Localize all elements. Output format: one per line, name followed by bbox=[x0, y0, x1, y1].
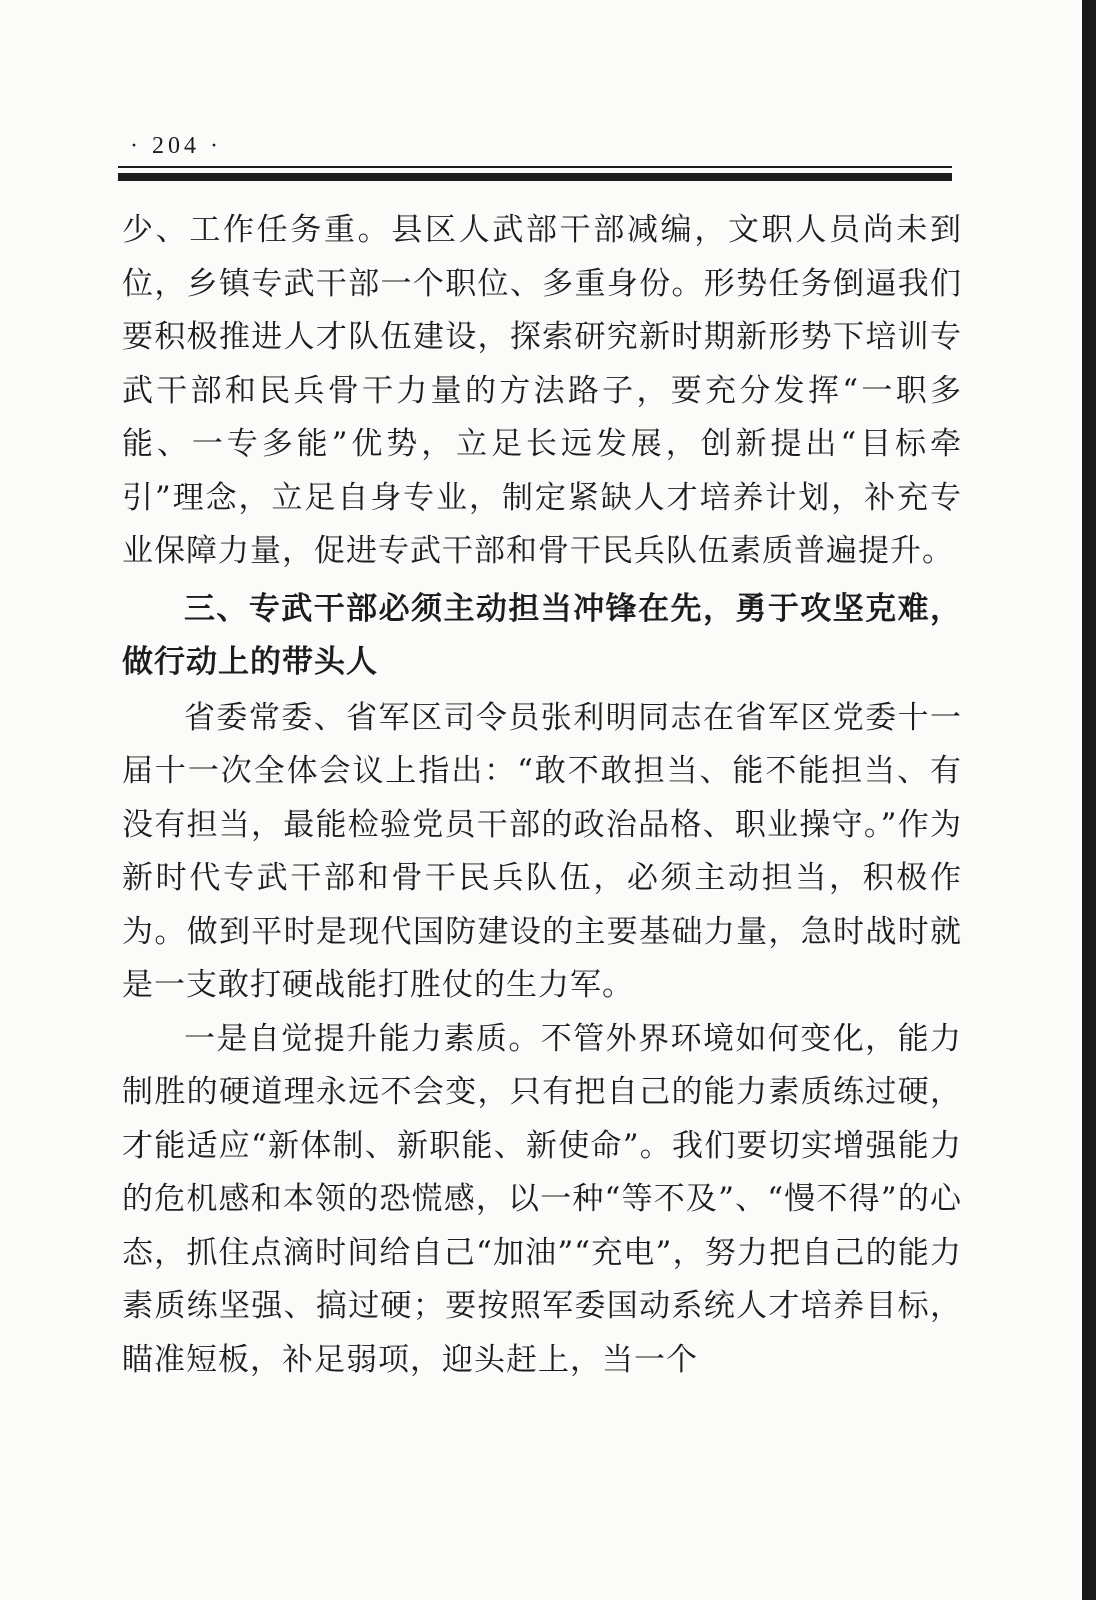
section-heading: 三、专武干部必须主动担当冲锋在先，勇于攻坚克难，做行动上的带头人 bbox=[122, 590, 962, 680]
header-rule-thin bbox=[118, 166, 952, 168]
page-number: · 204 · bbox=[130, 133, 222, 159]
scan-border bbox=[1082, 0, 1096, 1600]
header-rule-thick bbox=[118, 173, 952, 181]
paragraph: 一是自觉提升能力素质。不管外界环境如何变化，能力制胜的硬道理永远不会变，只有把自己的能力素质练过硬，才能适应“新体制、新职能、新使命”。我们要切实增强能力的危机感和本领的恐慌感，以一种“等不及”、“慢不得”的心态，抓住点滴时间给自己“加油”“充电”，努力把自己的能力素质练坚强、搞过硬；要按照军委国动系统人才培养目标，瞄准短板，补足弱项，迎头赶上，当一个 bbox=[122, 1020, 962, 1378]
body-text bbox=[122, 204, 962, 1387]
paragraph: 省委常委、省军区司令员张利明同志在省军区党委十一届十一次全体会议上指出：“敢不敢担当、能不能担当、有没有担当，最能检验党员干部的政治品格、职业操守。”作为新时代专武干部和骨干民兵队伍，必须主动担当，积极作为。做到平时是现代国防建设的主要基础力量，急时战时就是一支敢打硬战能打胜仗的生力军。 bbox=[122, 699, 962, 1003]
paragraph-continued: 少、工作任务重。县区人武部干部减编，文职人员尚未到位，乡镇专武干部一个职位、多重身份。形势任务倒逼我们要积极推进人才队伍建设，探索研究新时期新形势下培训专武干部和民兵骨干力量的方法路子，要充分发挥“一职多能、一专多能”优势，立足长远发展，创新提出“目标牵引”理念，立足自身专业，制定紧缺人才培养计划，补充专业保障力量，促进专武干部和骨干民兵队伍素质普遍提升。 bbox=[122, 212, 962, 569]
